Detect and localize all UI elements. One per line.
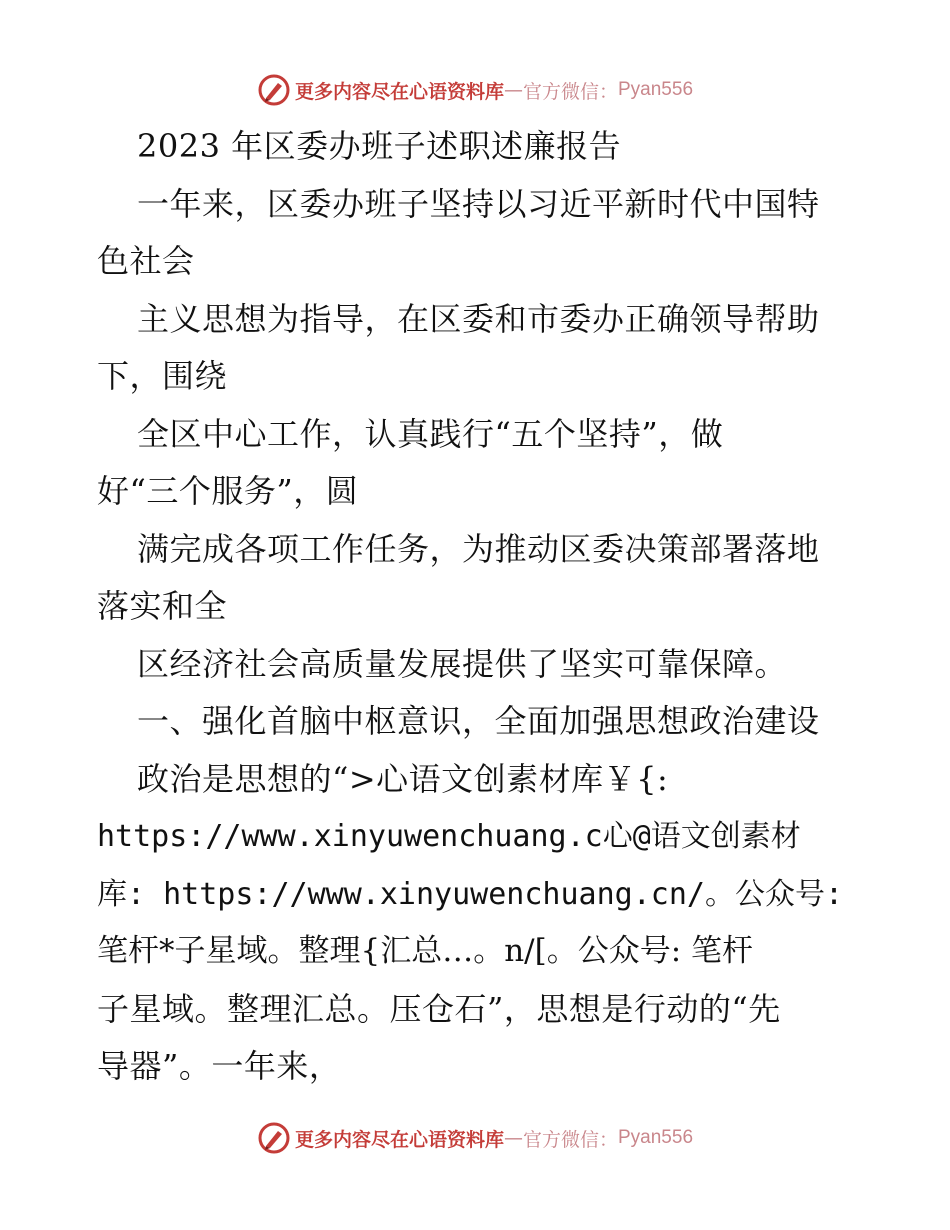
paragraph-line: 区经济社会高质量发展提供了坚实可靠保障。 (137, 644, 788, 683)
paragraph-line: 色社会 (97, 242, 195, 280)
header-watermark-banner (0, 70, 950, 110)
document-title: 2023 年区委办班子述职述廉报告 (137, 127, 622, 165)
paragraph-line: 库: https://www.xinyuwenchuang.cn/。公众号: (97, 876, 844, 912)
paragraph-line: 一年来，区委办班子坚持以习近平新时代中国特 (137, 184, 820, 223)
banner-wechat-label: 官方微信： (522, 1128, 618, 1151)
paragraph-line: 子星域。整理汇总。压仓石”，思想是行动的“先 (97, 989, 781, 1028)
footer-watermark-banner (0, 1118, 950, 1158)
paragraph-line: 下，围绕 (97, 357, 228, 395)
paragraph-line: 落实和全 (97, 587, 228, 625)
pen-nib-logo-icon (257, 1121, 291, 1155)
banner-separator: — (503, 1127, 523, 1149)
banner-wechat-id: Pyan556 (618, 1127, 694, 1148)
banner-wechat-id: Pyan556 (618, 79, 694, 100)
paragraph-line: 政治是思想的“>心语文创素材库￥{: (137, 759, 669, 798)
banner-separator: — (503, 79, 523, 101)
paragraph-line: 好“三个服务”，圆 (97, 472, 359, 510)
banner-promo-text: 更多内容尽在心语资料库 (294, 80, 504, 103)
paragraph-line: 主义思想为指导，在区委和市委办正确领导帮助 (137, 299, 820, 338)
paragraph-line: 笔杆*子星域。整理{汇总…。n/[。公众号: 笔杆 (97, 933, 754, 969)
paragraph-line: https://www.xinyuwenchuang.c心@语文创素材 (97, 819, 801, 854)
paragraph-line: 全区中心工作，认真践行“五个坚持”，做 (137, 414, 724, 453)
banner-wechat-label: 官方微信： (522, 80, 618, 103)
pen-nib-logo-icon (257, 73, 291, 107)
paragraph-line: 满完成各项工作任务，为推动区委决策部署落地 (137, 529, 820, 568)
paragraph-line: 导器”。一年来， (97, 1047, 342, 1085)
banner-promo-text: 更多内容尽在心语资料库 (294, 1128, 504, 1151)
section-heading: 一、强化首脑中枢意识，全面加强思想政治建设 (137, 702, 820, 740)
document-body (97, 118, 857, 1096)
